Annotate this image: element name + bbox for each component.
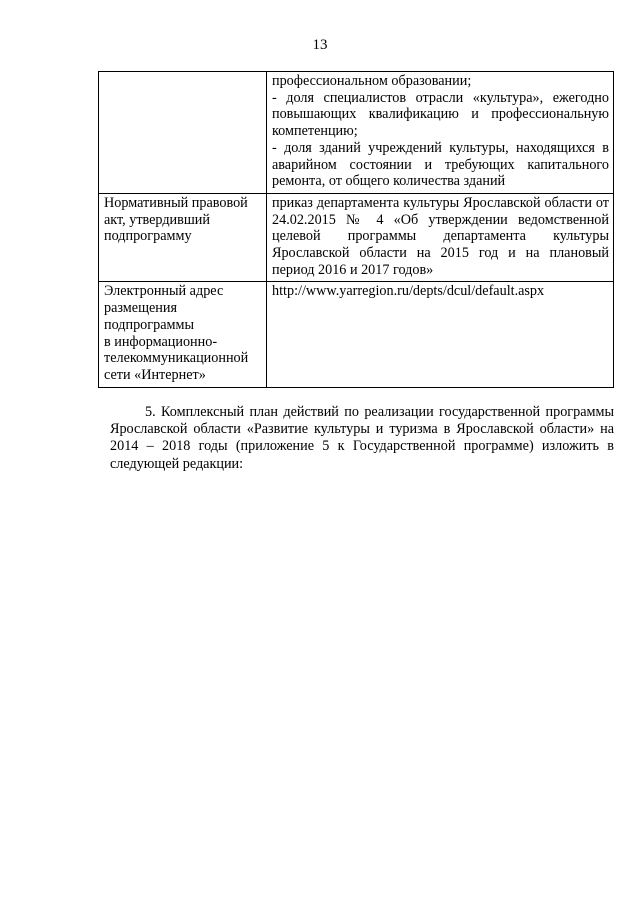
label-line: акт, утвердивший (104, 211, 210, 228)
page-number: 13 (312, 37, 328, 53)
indicator-line: - доля зданий учреждений культуры, находящихся в аварийном состоянии и требующих капитального ремонта, от общего количества зданий (272, 139, 609, 190)
table-cell-value (267, 282, 614, 387)
section-5-paragraph: 5. Комплексный план действий по реализации государственной программы Ярославской области «Развитие культуры и туризма в Ярославской области» на 2014 – 2018 годы (приложение 5 к Государственной программе) изложить в следующей редакции: (110, 404, 614, 472)
label-line: телекоммуникационной (104, 350, 249, 367)
table-cell-value (267, 193, 614, 282)
label-line: подпрограмму (104, 228, 192, 245)
label-line: в информационно- (104, 333, 218, 350)
table-cell-value (267, 72, 614, 194)
label-line: Нормативный правовой (104, 194, 248, 211)
indicator-line: - доля специалистов отрасли «культура», ежегодно повышающих квалификацию и профессиональную компетенцию; (272, 89, 609, 140)
label-line: сети «Интернет» (104, 366, 206, 383)
table-row (99, 72, 614, 194)
label-line: подпрограммы (104, 316, 194, 333)
table-cell-label (99, 72, 267, 194)
label-line: размещения (104, 300, 178, 317)
table-cell-label (99, 282, 267, 387)
indicator-line: профессиональном образовании; (272, 73, 472, 89)
label-line: Электронный адрес (104, 283, 224, 300)
web-address: http://www.yarregion.ru/depts/dcul/default.aspx (272, 283, 545, 300)
table-cell-label (99, 193, 267, 282)
legal-act-text: приказ департамента культуры Ярославской области от 24.02.2015 № 4 «Об утверждении ведомственной целевой программы департамента культуры Ярославской области на 2015 год и на плановый период 2016 и 2017 годов» (272, 194, 609, 278)
table-row (99, 282, 614, 387)
table-row (99, 193, 614, 282)
subprogram-passport-table (98, 71, 614, 388)
